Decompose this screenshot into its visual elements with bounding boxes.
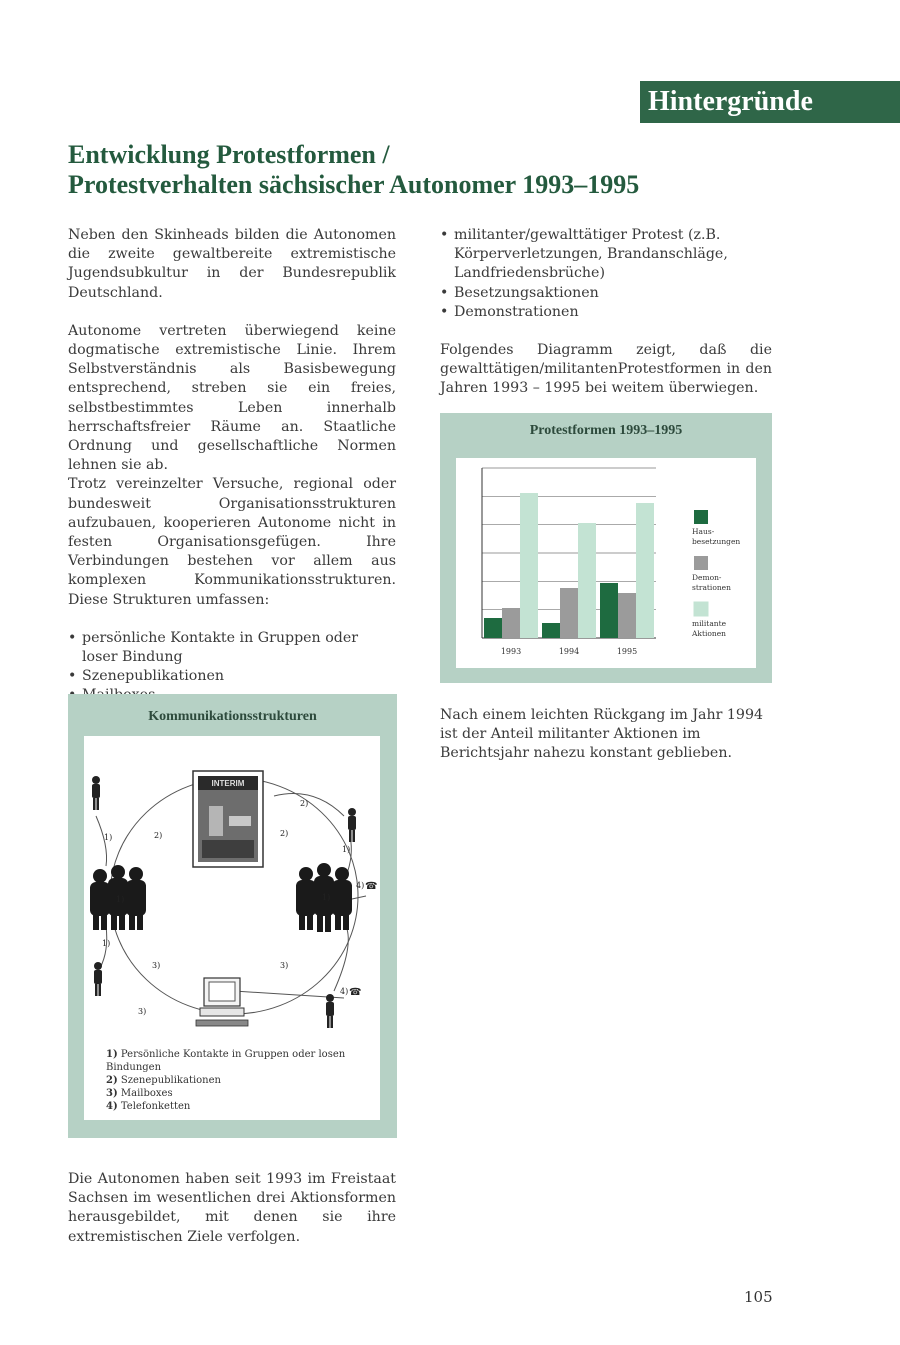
legend-item: 2) Szenepublikationen bbox=[106, 1075, 221, 1086]
person-icon bbox=[348, 808, 356, 842]
edge-label: 1) bbox=[342, 845, 351, 854]
magazine-title: INTERIM bbox=[211, 779, 245, 788]
phone-icon: ☎ bbox=[349, 987, 362, 998]
person-icon bbox=[326, 994, 334, 1028]
diagram-intro-paragraph: Folgendes Diagramm zeigt, daß die gewalttätigen/militantenProtestformen in den Jahren 1993 – 1995 bei weitem überwiegen. bbox=[440, 342, 772, 397]
edge-label: 3) bbox=[280, 961, 289, 970]
legend-item: 4) Telefonketten bbox=[106, 1101, 191, 1112]
list-item: • Szenepublikationen bbox=[68, 667, 396, 686]
chart-legend-label: besetzungen bbox=[692, 537, 741, 546]
diagram-area bbox=[84, 736, 380, 1120]
edge-label: 1) bbox=[116, 895, 125, 904]
person-icon bbox=[94, 962, 102, 996]
chart-x-tick-label: 1993 bbox=[500, 647, 522, 656]
edge-label: 1) bbox=[322, 893, 331, 902]
edge-label: 1) bbox=[102, 939, 111, 948]
list-item: • Besetzungsaktionen bbox=[440, 284, 772, 303]
right-column bbox=[440, 226, 772, 399]
edge-label: 4) bbox=[340, 987, 349, 996]
chart-legend-label: Haus- bbox=[692, 527, 715, 536]
protest-chart bbox=[440, 413, 772, 683]
intro-paragraph: Neben den Skinheads bilden die Autonomen die zweite gewaltbereite extremistische Jugendsubkultur in der Bundesrepublik Deutschland. bbox=[68, 227, 396, 301]
page-number: 105 bbox=[744, 1288, 773, 1306]
chart-legend-label: Demon- bbox=[692, 573, 722, 582]
chart-bar bbox=[578, 523, 596, 638]
edge-label: 3) bbox=[152, 961, 161, 970]
phone-icon: ☎ bbox=[365, 881, 378, 892]
chart-x-tick-label: 1994 bbox=[558, 647, 580, 656]
autonome-paragraph: Autonome vertreten überwiegend keine dogmatische extremistische Linie. Ihrem Selbstverständnis als Basisbewegung entsprechend, streben sie ein freies, selbstbestimmtes Leben innerhalb herrschaftsfreier Räume an. Staatliche Ordnung und gesellschaftliche Normen lehnen sie ab. bbox=[68, 322, 396, 474]
chart-plot-area bbox=[456, 458, 756, 668]
closing-paragraph: Die Autonomen haben seit 1993 im Freistaat Sachsen im wesentlichen drei Aktionsformen herausgebildet, mit denen sie ihre extremistischen Ziele verfolgen. bbox=[68, 1171, 396, 1245]
edge-line bbox=[274, 794, 344, 817]
communication-diagram bbox=[68, 694, 397, 1138]
chart-bar bbox=[520, 493, 538, 638]
chart-bar bbox=[636, 503, 654, 638]
chart-svg bbox=[456, 458, 756, 668]
action-forms-list bbox=[440, 226, 772, 322]
edge-label: 3) bbox=[138, 1007, 147, 1016]
page-title bbox=[68, 140, 768, 200]
title-line-2: Protestverhalten sächsischer Autonomer 1993–1995 bbox=[68, 170, 640, 199]
chart-legend-label: Aktionen bbox=[692, 629, 726, 638]
structures-paragraph: Trotz vereinzelter Versuche, regional oder bundesweit Organisationsstrukturen aufzubauen, kooperieren Autonome nicht in festen Organisationsgefügen. Ihre Verbindungen bestehen vor allem aus komplexen Kommunikationsstrukturen. Diese Strukturen umfassen: bbox=[68, 476, 396, 608]
chart-x-tick-label: 1995 bbox=[616, 647, 638, 656]
person-icon bbox=[92, 776, 100, 810]
edge-label: 2) bbox=[154, 831, 163, 840]
decline-paragraph: Nach einem leichten Rückgang im Jahr 1994 ist der Anteil militanter Aktionen im Berichtsjahr nahezu konstant geblieben. bbox=[440, 707, 764, 762]
list-item: • Demonstrationen bbox=[440, 303, 772, 322]
computer-icon bbox=[196, 978, 248, 1026]
list-item: • militanter/gewalttätiger Protest (z.B. Körperverletzungen, Brandanschläge, Landfriedensbrüche) bbox=[440, 226, 772, 284]
edge-line bbox=[334, 926, 348, 991]
title-line-1: Entwicklung Protestformen / bbox=[68, 140, 390, 169]
chart-legend-swatch bbox=[694, 510, 708, 524]
chart-legend-swatch bbox=[694, 602, 708, 616]
magazine-image bbox=[193, 771, 263, 867]
edge-label: 4) bbox=[356, 881, 365, 890]
diagram-legend bbox=[106, 1048, 376, 1113]
chart-title: Protestformen 1993–1995 bbox=[529, 423, 683, 438]
edge-label: 2) bbox=[280, 829, 289, 838]
chart-bar bbox=[484, 618, 502, 638]
chart-bar bbox=[542, 623, 560, 638]
chart-bar bbox=[618, 593, 636, 638]
chart-legend-swatch bbox=[694, 556, 708, 570]
section-tag: Hintergründe bbox=[640, 81, 900, 123]
edge-label: 1) bbox=[104, 833, 113, 842]
chart-bar bbox=[560, 588, 578, 638]
left-column bbox=[68, 226, 396, 725]
legend-item: 1) Persönliche Kontakte in Gruppen oder losen Bindungen bbox=[106, 1049, 346, 1073]
chart-bar bbox=[502, 608, 520, 638]
edge-label: 2) bbox=[300, 799, 309, 808]
list-item: • persönliche Kontakte in Gruppen oder loser Bindung bbox=[68, 629, 396, 667]
chart-legend-label: militante bbox=[692, 619, 727, 628]
diagram-svg bbox=[84, 736, 380, 1036]
legend-item: 3) Mailboxes bbox=[106, 1088, 173, 1099]
chart-bar bbox=[600, 583, 618, 638]
chart-legend-label: strationen bbox=[692, 583, 731, 592]
diagram-title: Kommunikationsstrukturen bbox=[148, 709, 317, 724]
